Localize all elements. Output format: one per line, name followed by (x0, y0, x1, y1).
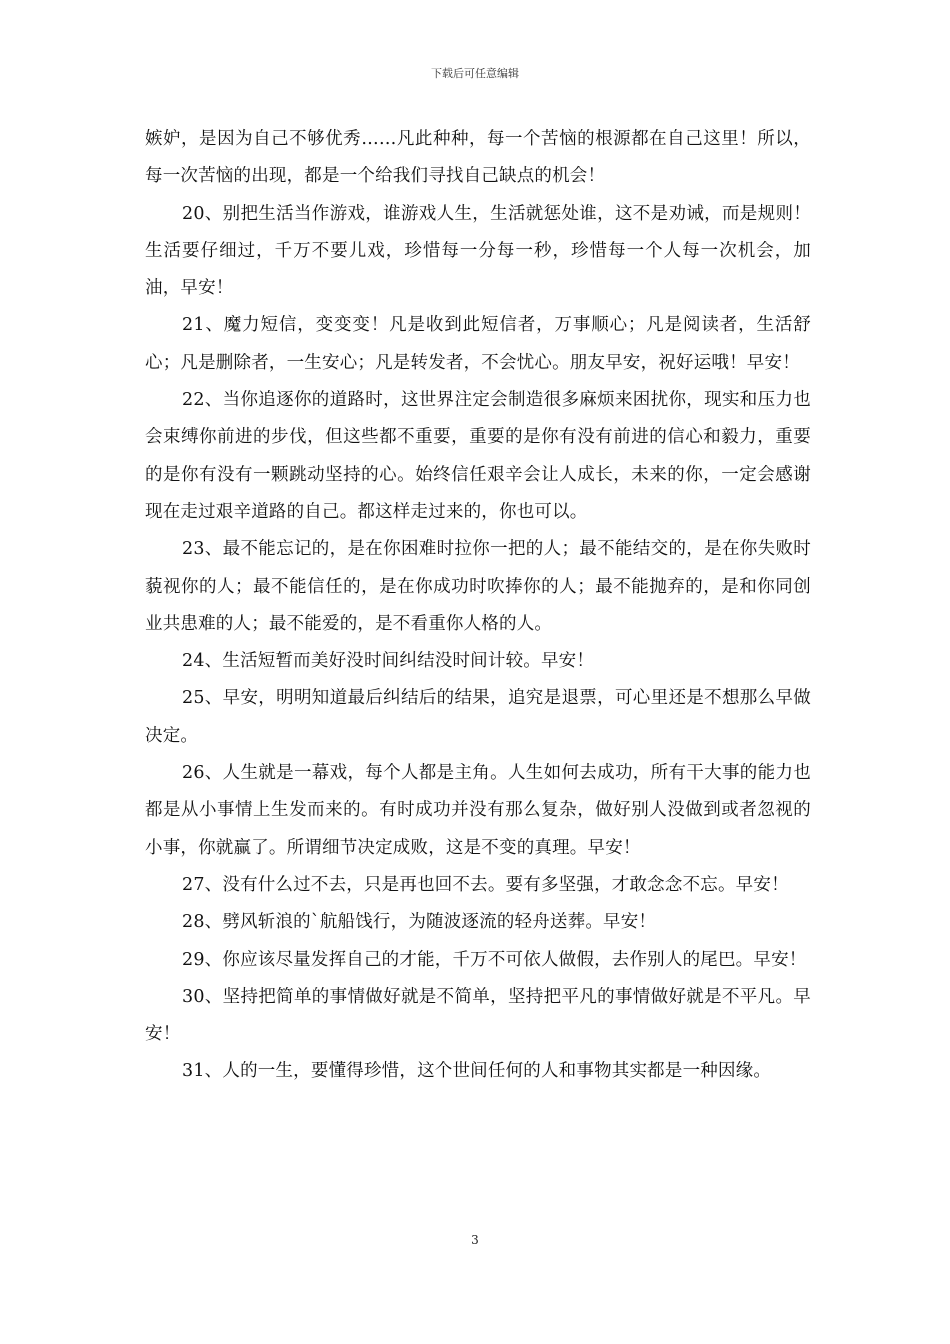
paragraph-item-20: 20、别把生活当作游戏，谁游戏人生，生活就惩处谁，这不是劝诫，而是规则！生活要仔细过，千万不要儿戏，珍惜每一分每一秒，珍惜每一个人每一次机会，加油，早安！ (145, 203, 811, 299)
page-header: 下载后可任意编辑 (431, 67, 519, 80)
paragraph-item-29: 29、你应该尽量发挥自己的才能，千万不可依人做假，去作别人的尾巴。早安！ (182, 949, 807, 970)
page-number: 3 (471, 1233, 479, 1247)
paragraph-item-25: 25、早安，明明知道最后纠结后的结果，追究是退票，可心里还是不想那么早做决定。 (145, 688, 811, 746)
paragraph-item-28: 28、劈风斩浪的`航船饯行，为随波逐流的轻舟送葬。早安！ (182, 912, 657, 933)
paragraph-item-21: 21、魔力短信，变变变！凡是收到此短信者，万事顺心；凡是阅读者，生活舒心；凡是删除者，一生安心；凡是转发者，不会忧心。朋友早安，祝好运哦！早安！ (145, 315, 811, 373)
paragraph-item-31: 31、人的一生，要懂得珍惜，这个世间任何的人和事物其实都是一种因缘。 (182, 1061, 772, 1082)
paragraph-item-26: 26、人生就是一幕戏，每个人都是主角。人生如何去成功，所有干大事的能力也都是从小事情上生发而来的。有时成功并没有那么复杂，做好别人没做到或者忽视的小事，你就赢了。所谓细节决定成败，这是不变的真理。早安！ (145, 763, 811, 858)
paragraph-continuation: 嫉妒，是因为自己不够优秀……凡此种种，每一个苦恼的根源都在自己这里！所以，每一次苦恼的出现，都是一个给我们寻找自己缺点的机会！ (145, 129, 811, 187)
paragraph-item-23: 23、最不能忘记的，是在你困难时拉你一把的人；最不能结交的，是在你失败时藐视你的人；最不能信任的，是在你成功时吹捧你的人；最不能抛弃的，是和你同创业共患难的人；最不能爱的，是不看重你人格的人。 (145, 539, 811, 634)
document-body (145, 121, 811, 1091)
paragraph-item-30: 30、坚持把简单的事情做好就是不简单，坚持把平凡的事情做好就是不平凡。早安！ (145, 986, 811, 1045)
paragraph-item-24: 24、生活短暂而美好没时间纠结没时间计较。早安！ (182, 651, 595, 672)
paragraph-item-27: 27、没有什么过不去，只是再也回不去。要有多坚强，才敢念念不忘。早安！ (182, 874, 789, 895)
paragraph-item-22: 22、当你追逐你的道路时，这世界注定会制造很多麻烦来困扰你，现实和压力也会束缚你前进的步伐，但这些都不重要，重要的是你有没有前进的信心和毅力，重要的是你有没有一颗跳动坚持的心。始终信任艰辛会让人成长，未来的你，一定会感谢现在走过艰辛道路的自己。都这样走过来的，你也可以。 (145, 390, 811, 522)
